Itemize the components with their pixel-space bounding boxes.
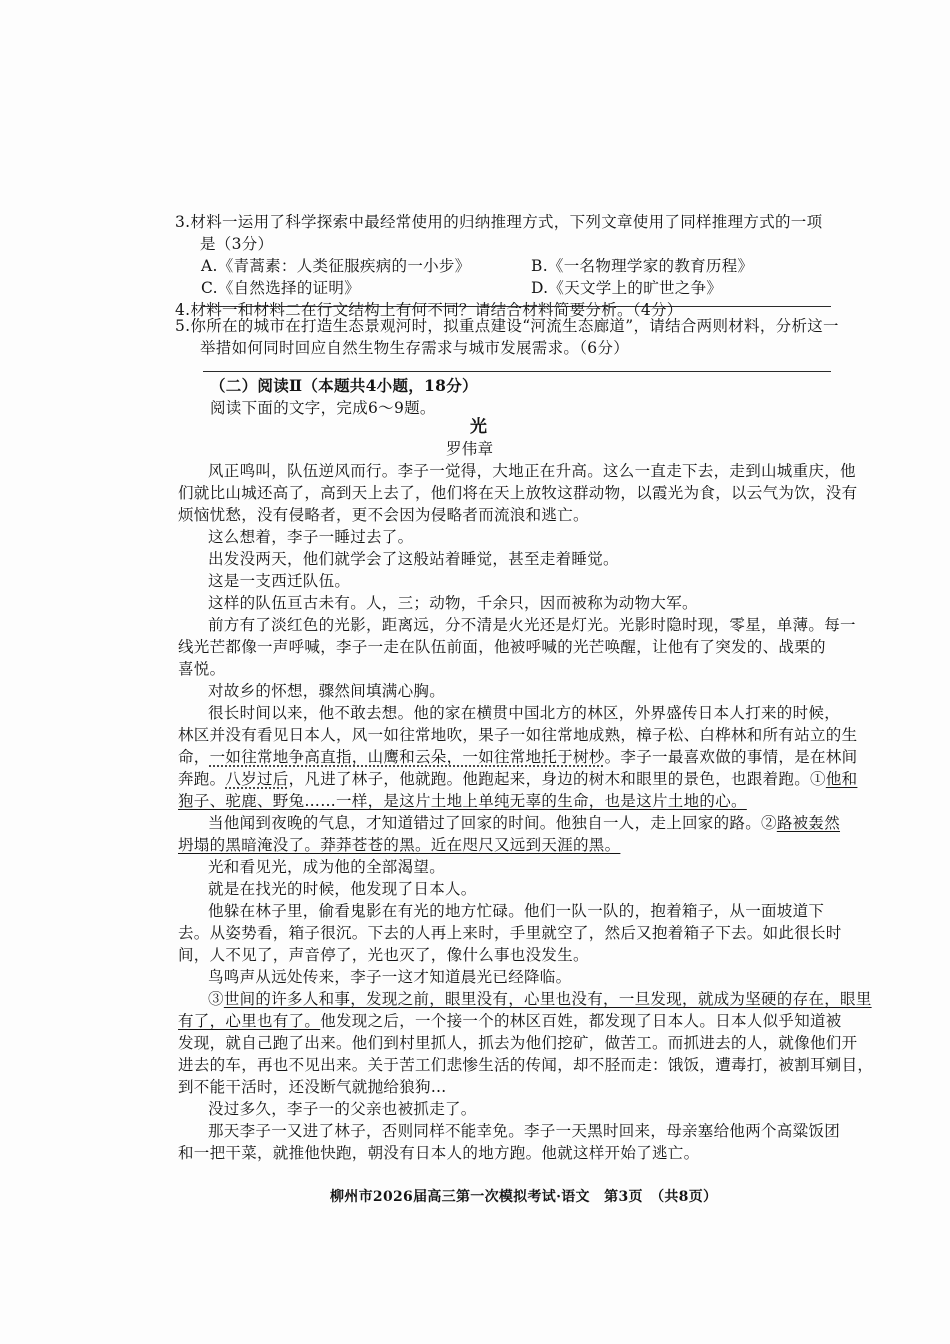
article-line: 很长时间以来，他不敢去想。他的家在横贯中国北方的林区，外界盛传日本人打来的时候，: [208, 704, 841, 722]
article-text: 。李子一最喜欢做的事情，是在林间: [604, 748, 858, 766]
article-line: 间，人不见了，声音停了，光也灭了，像什么事也没发生。: [178, 946, 589, 964]
article-line: 没过多久，李子一的父亲也被抓走了。: [208, 1100, 477, 1118]
question-3-stem-cont: 是（3分）: [200, 235, 274, 253]
article-line: 们就比山城还高了，高到天上去了，他们将在天上放牧这群动物，以霞光为食，以云气为饮，没有: [178, 484, 858, 502]
article-line: 去。从姿势看，箱子很沉。下去的人再上来时，手里就空了，然后又抱着箱子下去。如此很长时: [178, 924, 842, 942]
dotted-phrase: 八岁过后: [225, 770, 289, 788]
article-line: 进去的车，再也不见出来。关于苦工们悲惨生活的传闻，却不胫而走：饿饭，遭毒打，被割耳剜目，: [178, 1056, 874, 1074]
question-3-option-c: C.《自然选择的证明》: [201, 279, 361, 297]
article-line: 他躲在林子里，偷看鬼影在有光的地方忙碌。他们一队一队的，抱着箱子，从一面坡道下: [208, 902, 825, 920]
question-3-option-b: B.《一名物理学家的教育历程》: [531, 257, 754, 275]
article-line: [178, 1010, 842, 1032]
article-line: 对故乡的怀想，骤然间填满心胸。: [208, 682, 446, 700]
article-line: 线光芒都像一声呼喊，李子一走在队伍前面，他被呼喊的光芒唤醒，让他有了突发的、战栗的: [178, 638, 826, 656]
article-title: 光: [470, 417, 488, 437]
article-line: [208, 988, 872, 1010]
underlined-sentence-2-cont: 坍塌的黑暗淹没了。莽莽苍苍的黑。近在咫尺又远到天涯的黑。: [178, 836, 621, 854]
article-text: 命，: [178, 748, 210, 766]
question-3-option-d: D.《天文学上的旷世之争》: [531, 279, 723, 297]
section-instruction: 阅读下面的文字，完成6～9题。: [210, 399, 436, 417]
underlined-sentence-1: 他和: [825, 770, 858, 788]
article-line: 这是一支西迁队伍。: [208, 572, 351, 590]
article-line: 出发没两天，他们就学会了这般站着睡觉，甚至走着睡觉。: [208, 550, 619, 568]
article-line: 前方有了淡红色的光影，距离远，分不清是火光还是灯光。光影时隐时现，零星，单薄。每一: [208, 616, 856, 634]
section-heading: （二）阅读Ⅱ（本题共4小题，18分）: [210, 376, 478, 395]
article-line: 就是在找光的时候，他发现了日本人。: [208, 880, 477, 898]
article-line: 那天李子一又进了林子，否则同样不能幸免。李子一天黑时回来，母亲塞给他两个高粱饭团: [208, 1122, 841, 1140]
article-line: 发现，就自己跑了出来。他们到村里抓人，抓去为他们挖矿，做苦工。而抓进去的人，就像他们开: [178, 1034, 858, 1052]
article-line: 风正鸣叫，队伍逆风而行。李子一觉得，大地正在升高。这么一直走下去，走到山城重庆，他: [208, 462, 856, 480]
article-text: 他发现之后，一个接一个的林区百姓，都发现了日本人。日本人似乎知道被: [320, 1012, 842, 1030]
question-3-option-a: A.《青蒿素：人类征服疾病的一小步》: [201, 257, 471, 275]
answer-line-q4: [203, 306, 831, 307]
article-line: [178, 768, 857, 790]
article-line: 喜悦。: [178, 660, 226, 678]
question-4-stem: 4.材料一和材料二在行文结构上有何不同？请结合材料简要分析。（4分）: [175, 301, 683, 319]
article-line: 林区并没有看见日本人，风一如往常地吹，果子一如往常地成熟，樟子松、白桦林和所有站立的生: [178, 726, 858, 744]
underlined-sentence-3: 世间的许多人和事，发现之前，眼里没有，心里也没有，一旦发现，就成为坚硬的存在，眼里: [223, 990, 872, 1008]
article-line: 到不能干活时，还没断气就抛给狼狗…: [178, 1078, 447, 1096]
article-line: 鸟鸣声从远处传来，李子一这才知道晨光已经降临。: [208, 968, 572, 986]
answer-line-q5: [203, 371, 831, 372]
underlined-sentence-1-cont: 狍子、驼鹿、野兔……一样，是这片土地上单纯无辜的生命，也是这片土地的心。: [178, 792, 747, 810]
article-line: [178, 746, 857, 768]
underlined-sentence-2: 路被轰然: [776, 814, 841, 832]
article-line: 烦恼忧愁，没有侵略者，更不会因为侵略者而流浪和逃亡。: [178, 506, 589, 524]
question-5-stem: 5.你所在的城市在打造生态景观河时，拟重点建设“河流生态廊道”，请结合两则材料，分析这一: [175, 317, 839, 335]
article-text: ，凡进了林子，他就跑。他跑起来，身边的树木和眼里的景色，也跟着跑。①: [288, 770, 826, 788]
article-line: [208, 812, 840, 834]
article-author: 罗伟章: [446, 440, 494, 458]
article-line: 和一把干菜，就推他快跑，朝没有日本人的地方跑。他就这样开始了逃亡。: [178, 1144, 700, 1162]
underlined-sentence-3-cont: 有了，心里也有了。: [178, 1012, 321, 1030]
article-text: 奔跑。: [178, 770, 226, 788]
article-line: 这么想着，李子一睡过去了。: [208, 528, 414, 546]
article-line: 光和看见光，成为他的全部渴望。: [208, 858, 446, 876]
article-text: 当他闻到夜晚的气息，才知道错过了回家的时间。他独自一人，走上回家的路。②: [208, 814, 777, 832]
article-line: 这样的队伍亘古未有。人，三；动物，千余只，因而被称为动物大军。: [208, 594, 698, 612]
question-3-stem: 3.材料一运用了科学探索中最经常使用的归纳推理方式，下列文章使用了同样推理方式的一项: [175, 213, 823, 231]
question-5-stem-cont: 举措如何同时回应自然生物生存需求与城市发展需求。（6分）: [200, 339, 630, 357]
page-footer: 柳州市2026届高三第一次模拟考试·语文 第3页 （共8页）: [330, 1189, 718, 1205]
article-text: ③: [208, 990, 224, 1008]
dotted-phrase: 一如往常地争高直指，山鹰和云朵，一如往常地托于树杪: [209, 748, 605, 766]
